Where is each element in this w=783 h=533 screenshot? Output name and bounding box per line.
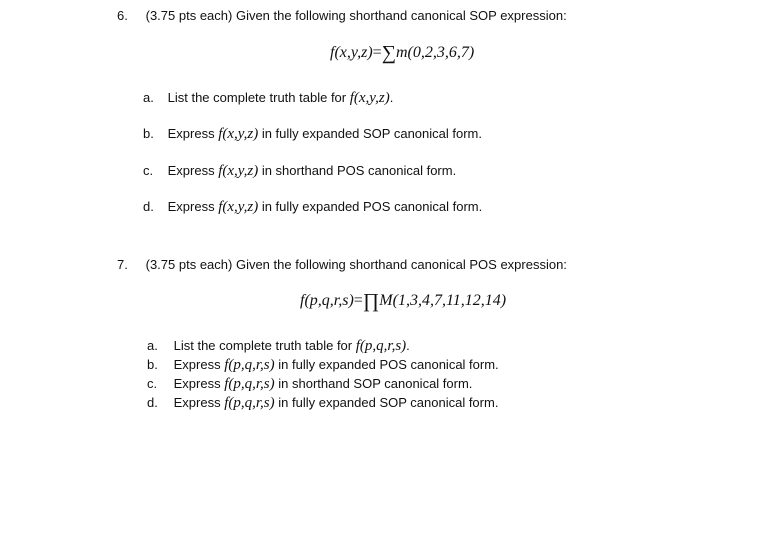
sigma-icon: ∑ xyxy=(381,42,396,64)
part-function: f(x,y,z) xyxy=(349,90,390,106)
part-text-after: in shorthand POS canonical form. xyxy=(261,163,457,178)
part-text-after: in fully expanded SOP canonical form. xyxy=(261,126,482,141)
part-label: c. xyxy=(147,376,158,391)
part-label: d. xyxy=(143,199,154,214)
expression-lhs: f(x,y,z) xyxy=(330,44,373,61)
part-text: Express xyxy=(173,357,221,372)
part-text-after: in fully expanded POS canonical form. xyxy=(278,357,499,372)
part-label: c. xyxy=(143,163,154,178)
part-function: f(x,y,z) xyxy=(218,199,259,215)
question-6-header xyxy=(117,8,567,23)
part-text: Express xyxy=(173,376,221,391)
part-text-after: . xyxy=(406,338,410,353)
part-text-after: in fully expanded POS canonical form. xyxy=(261,199,483,214)
question-number: 6. xyxy=(117,8,128,23)
part-text: Express xyxy=(167,163,215,178)
part-label: d. xyxy=(147,395,158,410)
expression-equals: = xyxy=(353,292,363,309)
expression-rhs: M(1,3,4,7,11,12,14) xyxy=(379,292,507,309)
question-7-expression xyxy=(300,290,506,313)
question-7-part-a xyxy=(147,338,410,355)
part-text: Express xyxy=(167,126,215,141)
part-function: f(x,y,z) xyxy=(218,126,259,142)
question-text: (3.75 pts each) Given the following shorthand canonical SOP expression: xyxy=(145,8,567,23)
part-label: a. xyxy=(147,338,158,353)
question-7-part-c xyxy=(147,376,472,393)
part-function: f(x,y,z) xyxy=(218,163,259,179)
question-6-expression xyxy=(330,42,474,65)
question-7-part-d xyxy=(147,395,498,412)
expression-lhs: f(p,q,r,s) xyxy=(300,292,354,309)
part-text-after: in fully expanded SOP canonical form. xyxy=(278,395,499,410)
part-function: f(p,q,r,s) xyxy=(224,395,275,411)
part-function: f(p,q,r,s) xyxy=(355,338,407,354)
part-text-after: . xyxy=(389,90,394,105)
expression-equals: = xyxy=(372,44,382,61)
part-label: b. xyxy=(143,126,154,141)
part-label: a. xyxy=(143,90,154,105)
question-6-part-c xyxy=(143,163,456,180)
part-text: List the complete truth table for xyxy=(167,90,347,105)
expression-rhs: m(0,2,3,6,7) xyxy=(395,44,475,61)
part-text: Express xyxy=(167,199,215,214)
question-text: (3.75 pts each) Given the following shorthand canonical POS expression: xyxy=(145,257,567,272)
question-6-part-a xyxy=(143,90,393,107)
part-text: Express xyxy=(173,395,221,410)
question-7-header xyxy=(117,257,567,272)
part-label: b. xyxy=(147,357,158,372)
part-text: List the complete truth table for xyxy=(173,338,353,353)
question-6-part-b xyxy=(143,126,482,143)
part-function: f(p,q,r,s) xyxy=(224,376,275,392)
question-number: 7. xyxy=(117,257,128,272)
part-function: f(p,q,r,s) xyxy=(224,357,275,373)
part-text-after: in shorthand SOP canonical form. xyxy=(278,376,473,391)
question-6-part-d xyxy=(143,199,482,216)
question-7-part-b xyxy=(147,357,499,374)
product-icon: ∏ xyxy=(362,290,380,312)
